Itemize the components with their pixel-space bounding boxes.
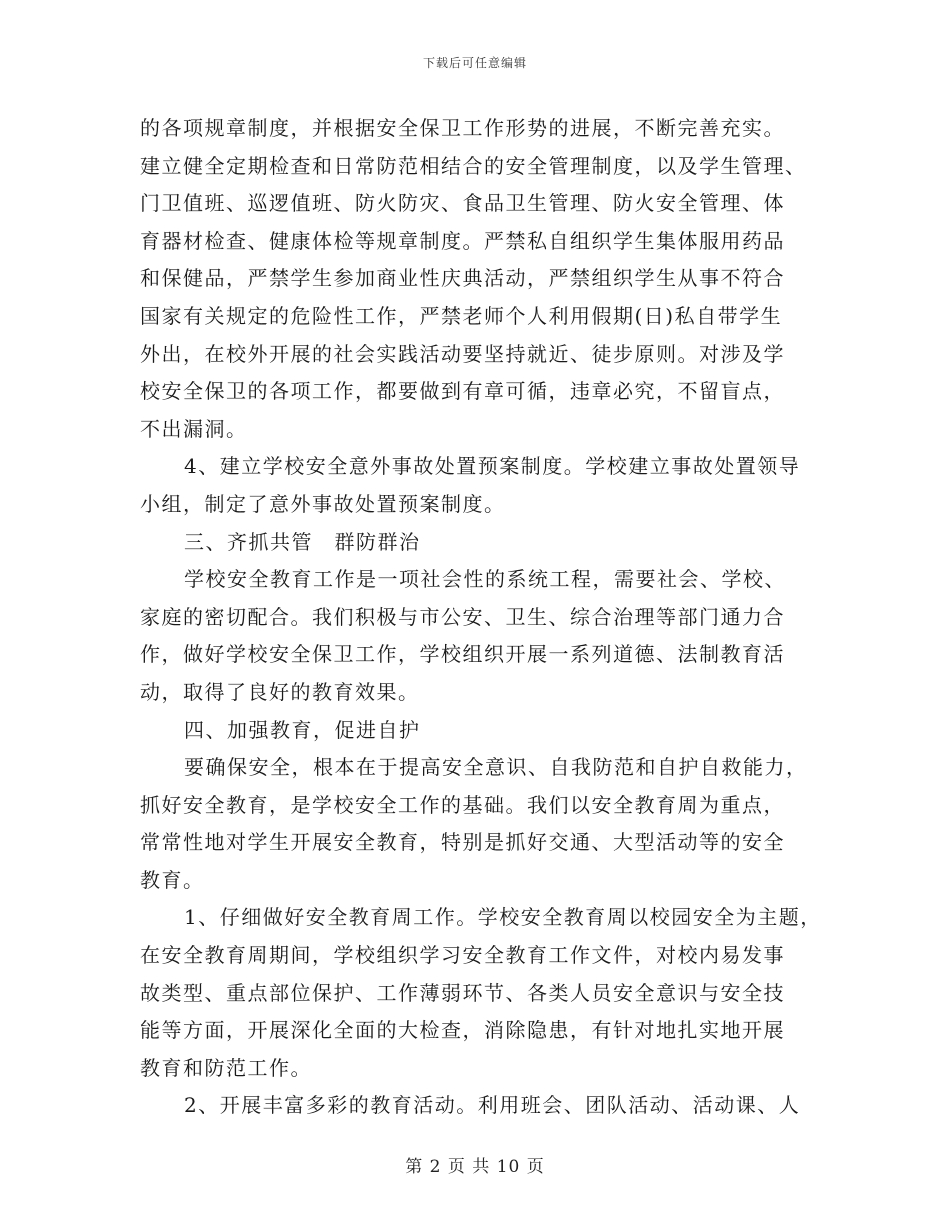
text-line: 故类型、重点部位保护、工作薄弱环节、各类人员安全意识与安全技 (140, 980, 785, 1005)
text-line: 四、加强教育，促进自护 (184, 717, 421, 742)
text-line: 1、仔细做好安全教育周工作。学校安全教育周以校园安全为主题， (184, 905, 822, 930)
text-line: 教育。 (140, 867, 205, 892)
document-body (140, 110, 820, 1125)
text-line: 作，做好学校安全保卫工作，学校组织开展一系列道德、法制教育活 (140, 642, 785, 667)
text-line: 门卫值班、巡逻值班、防火防灾、食品卫生管理、防火安全管理、体 (140, 191, 785, 216)
text-line: 育器材检查、健康体检等规章制度。严禁私自组织学生集体服用药品 (140, 228, 785, 253)
text-line: 的各项规章制度，并根据安全保卫工作形势的进展，不断完善充实。 (140, 116, 785, 140)
text-line: 2、开展丰富多彩的教育活动。利用班会、团队活动、活动课、人 (184, 1093, 801, 1118)
text-line: 建立健全定期检查和日常防范相结合的安全管理制度，以及学生管理、 (140, 153, 807, 178)
text-line: 校安全保卫的各项工作，都要做到有章可循，违章必究，不留盲点， (140, 379, 785, 404)
text-line: 在安全教育周期间，学校组织学习安全教育工作文件，对校内易发事 (140, 943, 785, 968)
text-line: 家庭的密切配合。我们积极与市公安、卫生、综合治理等部门通力合 (140, 604, 785, 629)
text-line: 4、建立学校安全意外事故处置预案制度。学校建立事故处置领导 (184, 454, 801, 479)
text-line: 小组，制定了意外事故处置预案制度。 (140, 491, 506, 516)
text-line: 动，取得了良好的教育效果。 (140, 679, 420, 704)
text-line: 不出漏洞。 (140, 416, 248, 441)
text-line: 能等方面，开展深化全面的大检查，消除隐患，有针对地扎实地开展 (140, 1018, 785, 1043)
text-line: 抓好安全教育，是学校安全工作的基础。我们以安全教育周为重点， (140, 792, 785, 817)
text-line: 和保健品，严禁学生参加商业性庆典活动，严禁组织学生从事不符合 (140, 266, 785, 291)
text-line: 教育和防范工作。 (140, 1055, 312, 1080)
text-line: 外出，在校外开展的社会实践活动要坚持就近、徒步原则。对涉及学 (140, 341, 785, 366)
text-line: 三、齐抓共管 群防群治 (184, 529, 421, 554)
text-line: 常常性地对学生开展安全教育，特别是抓好交通、大型活动等的安全 (140, 830, 785, 855)
page-number-footer: 第 2 页 共 10 页 (405, 1157, 545, 1177)
text-line: 要确保安全，根本在于提高安全意识、自我防范和自护自救能力， (184, 755, 808, 780)
text-line: 学校安全教育工作是一项社会性的系统工程，需要社会、学校、 (184, 567, 786, 592)
text-line: 国家有关规定的危险性工作，严禁老师个人利用假期(日)私自带学生 (140, 303, 783, 328)
page-header: 下载后可任意编辑 (422, 56, 527, 70)
